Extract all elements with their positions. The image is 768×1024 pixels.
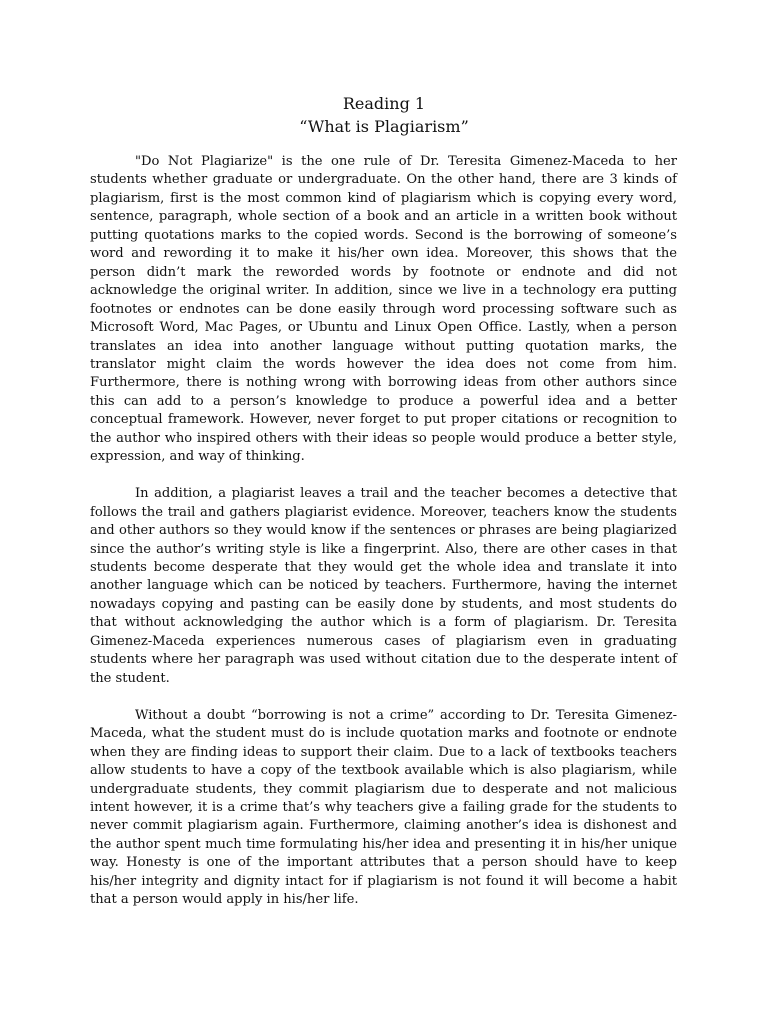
document-title: Reading 1 [342, 94, 426, 113]
paragraph-2: In addition, a plagiarist leaves a trail and the teacher becomes a detective that follows the trail and gathers plagiarist evidence. Moreover, teachers know the students and other authors so they would know if the sentences or phrases are being plagiarized since the author’s writing style is like a fingerprint. Also, there are other cases in that students become desperate that they would get the whole idea and translate it into another language which can be noticed by teachers. Furthermore, having the internet nowadays copying and pasting can be easily done by students, and most students do that without acknowledging the author which is a form of plagiarism. Dr. Teresita Gimenez-Maceda experiences numerous cases of plagiarism even in graduating students where her paragraph was used without citation due to the desperate intent of the student. [90, 486, 677, 686]
paragraph-1: "Do Not Plagiarize" is the one rule of Dr. Teresita Gimenez-Maceda to her students whether graduate or undergraduate. On the other hand, there are 3 kinds of plagiarism, first is the most common kind of plagiarism which is copying every word, sentence, paragraph, whole section of a book and an article in a written book without putting quotations marks to the copied words. Second is the borrowing of someone’s word and rewording it to make it his/her own idea. Moreover, this shows that the person didn’t mark the reworded words by footnote or endnote and did not acknowledge the original writer. In addition, since we live in a technology era putting footnotes or endnotes can be done easily through word processing software such as Microsoft Word, Mac Pages, or Ubuntu and Linux Open Office. Lastly, when a person translates an idea into another language without putting quotation marks, the translator might claim the words however the idea does not come from him. Furthermore, there is nothing wrong with borrowing ideas from other authors since this can add to a person’s knowledge to produce a powerful idea and a better conceptual framework. However, never forget to put proper citations or recognition to the author who inspired others with their ideas so people would produce a better style, expression, and way of thinking. [90, 154, 677, 465]
document-subtitle: “What is Plagiarism” [299, 117, 469, 136]
document-body [90, 153, 677, 928]
paragraph-3: Without a doubt “borrowing is not a crime” according to Dr. Teresita Gimenez-Maceda, what the student must do is include quotation marks and footnote or endnote when they are finding ideas to support their claim. Due to a lack of textbooks teachers allow students to have a copy of the textbook available which is also plagiarism, while undergraduate students, they commit plagiarism due to desperate and not malicious intent however, it is a crime that’s why teachers give a failing grade for the students to never commit plagiarism again. Furthermore, claiming another’s idea is dishonest and the author spent much time formulating his/her idea and presenting it in his/her unique way. Honesty is one of the important attributes that a person should have to keep his/her integrity and dignity intact for if plagiarism is not found it will become a habit that a person would apply in his/her life. [90, 707, 677, 908]
